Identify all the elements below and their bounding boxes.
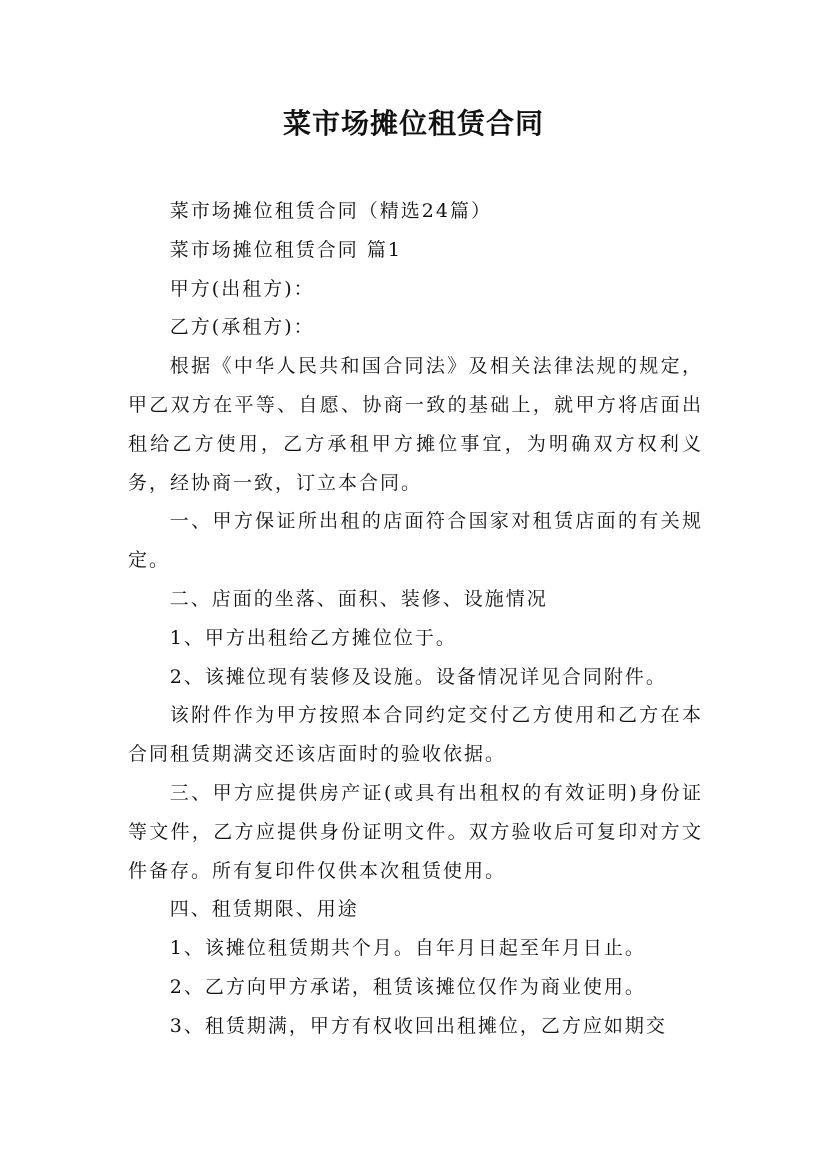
paragraph: 四、租赁期限、用途 [169, 898, 359, 921]
paragraph: 菜市场摊位租赁合同 篇1 [169, 238, 402, 261]
paragraph: 一、甲方保证所出租的店面符合国家对租赁店面的有关规定。 [128, 510, 703, 572]
paragraph: 菜市场摊位租赁合同（精选24篇） [169, 200, 492, 222]
paragraph: 二、店面的坐落、面积、装修、设施情况 [169, 587, 548, 610]
paragraph: 2、该摊位现有装修及设施。设备情况详见合同附件。 [169, 665, 667, 688]
paragraph: 3、租赁期满，甲方有权收回出租摊位，乙方应如期交 [169, 1014, 667, 1037]
paragraph: 乙方(承租方)： [169, 316, 315, 339]
paragraph: 2、乙方向甲方承诺，租赁该摊位仅作为商业使用。 [169, 975, 646, 998]
paragraph: 该附件作为甲方按照本合同约定交付乙方使用和乙方在本合同租赁期满交还该店面时的验收依据。 [128, 704, 703, 766]
document-title: 菜市场摊位租赁合同 [282, 107, 544, 140]
paragraph: 1、该摊位租赁期共个月。自年月日起至年月日止。 [169, 937, 646, 960]
paragraph: 甲方(出租方)： [169, 277, 315, 300]
paragraph: 根据《中华人民共和国合同法》及相关法律法规的规定，甲乙双方在平等、自愿、协商一致的基础上，就甲方将店面出租给乙方使用，乙方承租甲方摊位事宜，为明确双方权利义务，经协商一致，订立本合同。 [128, 355, 703, 494]
document-body [128, 192, 703, 1046]
paragraph: 1、甲方出租给乙方摊位位于。 [169, 626, 457, 649]
paragraph: 三、甲方应提供房产证(或具有出租权的有效证明)身份证等文件，乙方应提供身份证明文件。双方验收后可复印对方文件备存。所有复印件仅供本次租赁使用。 [128, 781, 703, 882]
